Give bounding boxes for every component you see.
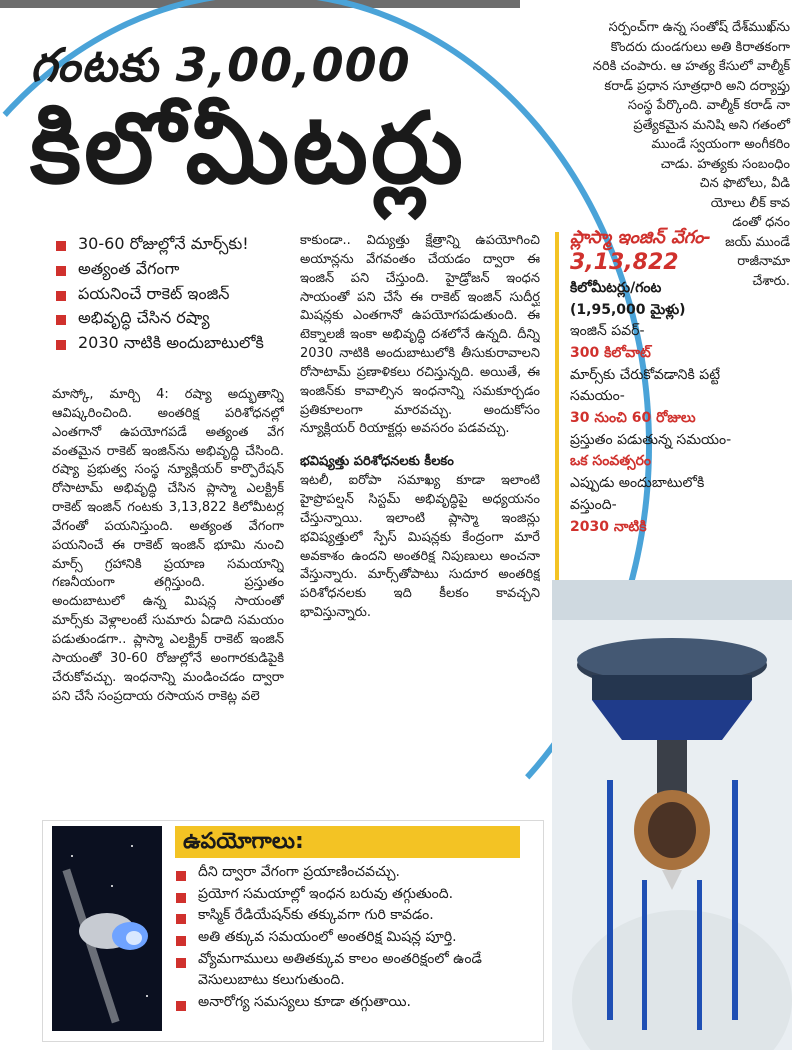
side-line: ముండే స్వయంగా అంగీకరిం	[651, 137, 790, 152]
benefit-item: వ్యోమగాములు అతితక్కువ కాలం అంతరిక్షంలో ఉండే వెసులుబాటు కలుగుతుంది.	[172, 949, 542, 992]
benefit-item: అతి తక్కువ సమయంలో అంతరిక్ష మిషన్ల పూర్తి.	[172, 927, 542, 949]
side-line: కరాడ్ ప్రధాన సూత్రధారి అని దర్యాప్తు	[604, 78, 790, 94]
stats-miles: (1,95,000 మైళ్లు)	[570, 301, 686, 318]
headline-line2: కిలోమీటర్లు	[30, 92, 466, 206]
highlight-item-cont: పయనించే రాకెట్ ఇంజిన్	[52, 282, 302, 307]
side-line: సర్పంచ్‌గా ఉన్న సంతోష్ దేశ్‌ముఖ్‌ను	[608, 20, 790, 35]
benefits-title: ఉపయోగాలు:	[175, 826, 520, 858]
side-line: జయ్ ముండే	[725, 234, 790, 250]
article-column-2	[300, 232, 540, 822]
stats-current-label: ప్రస్తుతం పడుతున్న సమయం-	[570, 431, 732, 448]
benefits-list	[172, 862, 542, 1014]
side-line: నరికి చంపారు. ఆ హత్య కేసులో వాల్మీక్	[592, 59, 790, 74]
highlight-item: 2030 నాటికి అందుబాటులోకి	[52, 331, 302, 356]
spacecraft-illustration	[52, 826, 162, 1031]
side-line: డంతో ధనం	[732, 215, 790, 230]
plasma-engine-photo	[552, 580, 792, 1050]
article-body-3: ఇటలీ, ఐరోపా సమాఖ్య కూడా ఇలాంటి హైప్రొపల్షన్ సిస్టమ్ అభివృద్ధిపై అధ్యయనం చేస్తున్నాయి. ఇలాంటి ప్లాస్మా ఇంజిన్లు భవిష్యత్తులో స్పేస్ మిషన్లకు కేంద్రంగా మారే అవకాశం ఉందని అంతరిక్ష నిపుణులు అంచనా వేస్తున్నారు. మార్స్‌తోపాటు సుదూర అంతరిక్ష పరిశోధనలకు ఇది కీలకం కావచ్చని భావిస్తున్నారు.	[300, 473, 540, 621]
side-line: చేశారు.	[752, 273, 790, 289]
stats-speed: 3,13,822	[570, 250, 679, 276]
stats-avail-value: 2030 నాటికి	[570, 518, 647, 535]
article-body-1: మాస్కో, మార్చి 4: రష్యా అద్భుతాన్ని ఆవిష్కరించింది. అంతరిక్ష పరిశోధనల్లో ఎంతగానో ఉపయోగపడే అత్యంత వేగ వంతమైన రాకెట్ ఇంజిన్‌ను అభివృద్ధి చేసింది. రష్యా ప్రభుత్వ సంస్థ న్యూక్లియర్ కార్పొరేషన్ రోసాటామ్ అభివృద్ధి చేసిన ప్లాస్మా ఎలక్ట్రిక్ రాకెట్ ఇంజిన్ గంటకు 3,13,822 కిలోమీటర్ల వేగంతో పయనిస్తుంది. అత్యంత వేగంగా పయనించే ఈ రాకెట్ ఇంజిన్ భూమి నుంచి మార్స్ గ్రహానికి ప్రయాణ సమయాన్ని గణనీయంగా తగ్గిస్తుంది. ప్రస్తుతం అందుబాటులో ఉన్న మిషన్ల సాయంతో మార్స్‌కు వెళ్లాలంటే సుమారు ఏడాది సమయం పడుతుండగా.. ప్లాస్మా ఎలక్ట్రిక్ రాకెట్ ఇంజిన్ సాయంతో 30-60 రోజుల్లోనే అంగారకుడిపైకి చేరుకోవచ్చు. ఇంధనాన్ని మండించడం ద్వారా పని చేసే సంప్రదాయ రసాయన రాకెట్ల వలె	[52, 387, 284, 704]
side-line: చాడు. హత్యకు సంబంధిం	[660, 156, 790, 172]
stats-label: ప్లాస్మా ఇంజిన్ వేగం-	[570, 227, 711, 248]
stats-power-value: 300 కిలోవాట్	[570, 345, 651, 362]
side-line: యోలు లీక్ కావ	[710, 195, 790, 211]
highlight-item: అభివృద్ధి చేసిన రష్యా	[52, 306, 302, 331]
stats-time-value: 30 నుంచి 60 రోజులు	[570, 410, 696, 427]
side-line: కొందరు దుండగులు అతి కిరాతకంగా	[610, 39, 790, 55]
side-line: సంస్థ పేర్కొంది. వాల్మీక్ కరాడ్ నా	[627, 98, 790, 113]
article-body-2: కాకుండా.. విద్యుత్తు క్షేత్రాన్ని ఉపయోగించి అయాన్లను వేగవంతం చేయడం ద్వారా ఈ ఇంజిన్ పని చేస్తుంది. హైడ్రోజన్ ఇంధన సాయంతో పని చేసే ఈ రాకెట్ ఇంజిన్ సుదీర్ఘ మిషన్లకు ఎంతగానో ఉపయోగపడుతుంది. ఈ టెక్నాలజీ ఇంకా అభివృద్ధి దశలోనే ఉన్నది. దీన్ని 2030 నాటికి అందుబాటులోకి తీసుకురావాలని రోసాటామ్ ప్రణాళికలు రచిస్తున్నది. అయితే, ఈ ఇంజిన్‌కు కావాల్సిన ఇంధనాన్ని సమకూర్చడం ప్రతికూలంగా మారవచ్చు. అందుకోసం న్యూక్లియర్ రియాక్టర్లు అవసరం పడవచ్చు.	[300, 233, 540, 437]
benefit-item: అనారోగ్య సమస్యలు కూడా తగ్గుతాయి.	[172, 992, 542, 1014]
stats-time-label: మార్స్‌కు చేరుకోవడానికి పట్టే సమయం-	[570, 366, 721, 405]
benefit-item: దీని ద్వారా వేగంగా ప్రయాణించవచ్చు.	[172, 862, 542, 884]
article-subhead: భవిష్యత్తు పరిశోధనలకు కీలకం	[300, 454, 454, 470]
article-column-1	[52, 386, 284, 816]
stats-unit: కిలోమీటర్లు/గంట	[570, 279, 662, 296]
headline-line1: గంటకు 3,00,000	[30, 38, 411, 92]
stats-accent-bar	[555, 232, 559, 582]
side-line: ప్రత్యేకమైన మనిషి అని గతంలో	[633, 117, 790, 133]
stats-power-label: ఇంజిన్ పవర్-	[570, 323, 645, 340]
stats-box	[570, 226, 750, 538]
side-line: రాజీనామా	[737, 254, 790, 269]
highlight-item: 30-60 రోజుల్లోనే మార్స్‌కు!	[52, 232, 302, 257]
stats-avail-label: ఎప్పుడు అందుబాటులోకి వస్తుంది-	[570, 475, 705, 513]
side-line: చిన ఫొటోలు, వీడి	[699, 176, 790, 191]
stats-current-value: ఒక సంవత్సరం	[570, 453, 651, 470]
benefit-item: ప్రయోగ సమయాల్లో ఇంధన బరువు తగ్గుతుంది.	[172, 884, 542, 906]
benefit-item: కాస్మిక్ రేడియేషన్‌కు తక్కువగా గురి కావడం.	[172, 905, 542, 927]
highlight-item: అత్యంత వేగంగా	[52, 257, 302, 282]
highlights-list	[52, 232, 302, 356]
